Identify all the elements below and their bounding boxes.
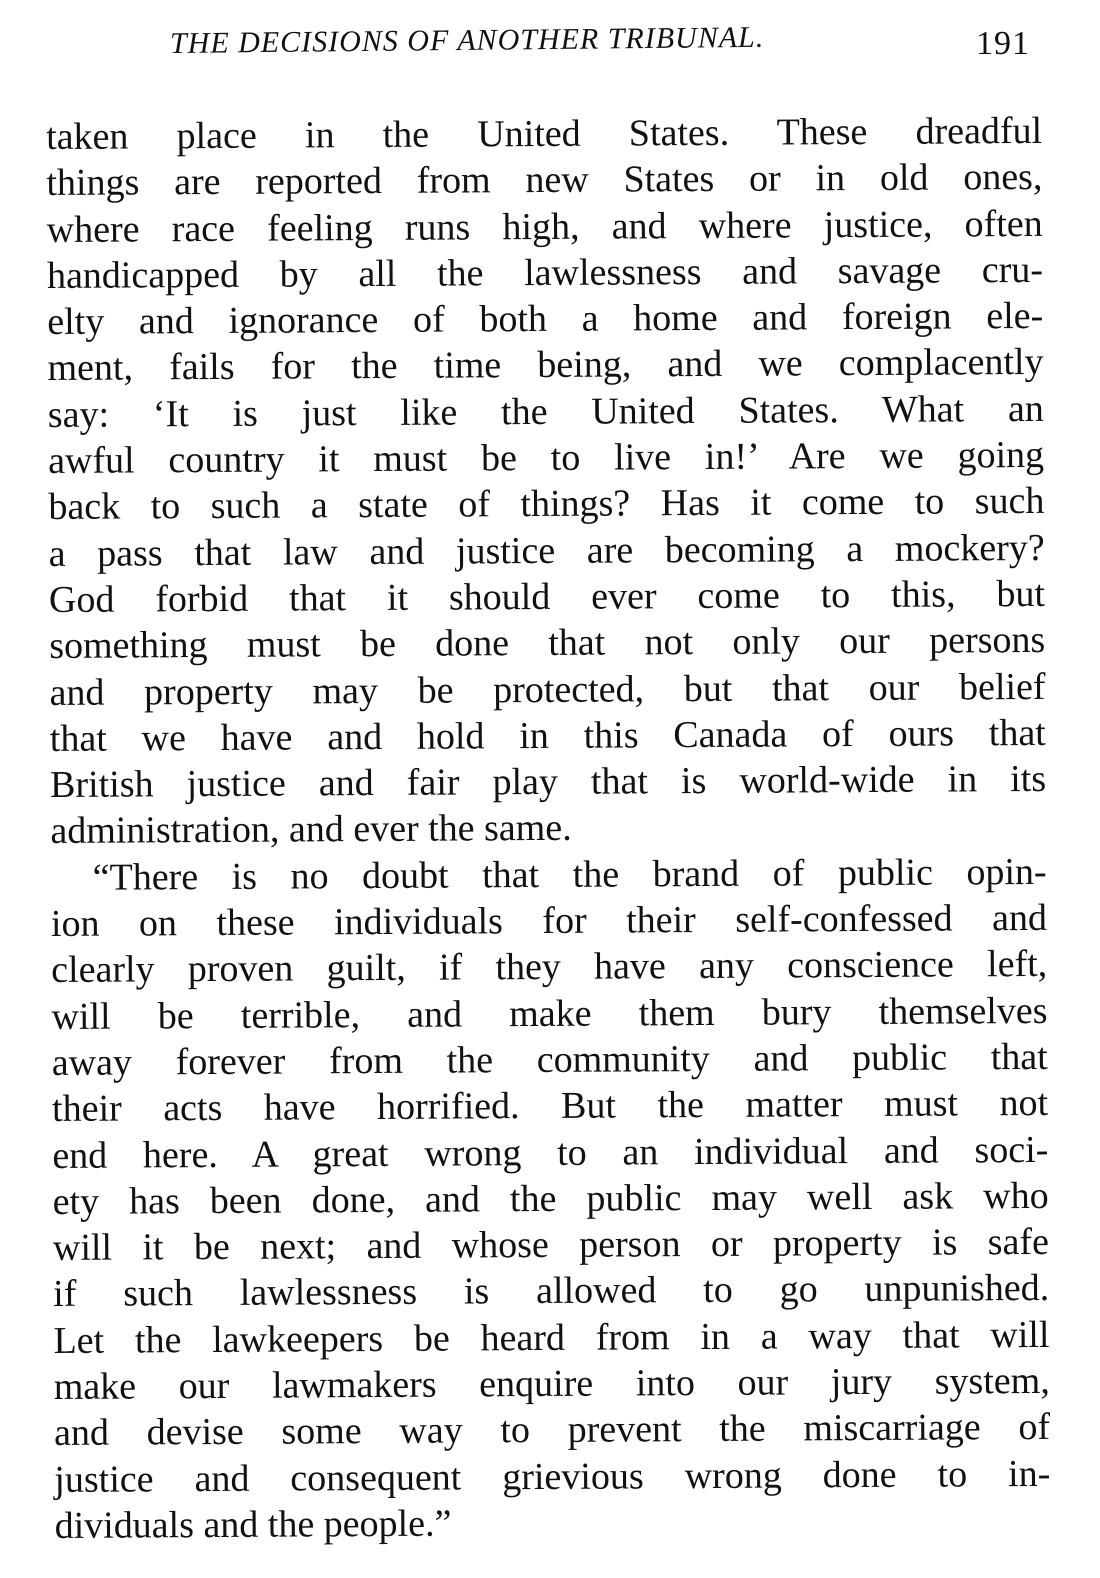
text-line: and property may be protected, but that our belief xyxy=(49,665,1046,714)
page-number: 191 xyxy=(976,25,1030,62)
text-line: where race feeling runs high, and where justice, often xyxy=(46,202,1043,251)
text-line: things are reported from new States or in old ones, xyxy=(46,156,1043,205)
text-line: make our lawmakers enquire into our jury system, xyxy=(53,1359,1050,1408)
text-line: God forbid that it should ever come to this, but xyxy=(48,572,1046,621)
body-text xyxy=(46,108,1051,1549)
text-line: ion on these individuals for their self-confessed and xyxy=(50,896,1048,946)
text-line: taken place in the United States. These dreadful xyxy=(46,109,1043,158)
text-line: back to such a state of things? Has it come to such xyxy=(48,480,1045,529)
text-line: justice and consequent grievious wrong done to in- xyxy=(54,1452,1051,1501)
text-line: that we have and hold in this Canada of ours that xyxy=(49,711,1046,760)
text-line: British justice and fair play that is world-wide in its xyxy=(49,758,1047,807)
text-line: administration, and ever the same. xyxy=(50,807,572,853)
text-line: a pass that law and justice are becoming a mockery? xyxy=(48,526,1045,575)
text-line: dividuals and the people.” xyxy=(54,1502,452,1547)
text-line: away forever from the community and public that xyxy=(51,1035,1048,1084)
text-line: awful country it must be to live in!’ Are we going xyxy=(47,433,1045,483)
running-head-title: THE DECISIONS OF ANOTHER TRIBUNAL. xyxy=(169,20,765,60)
text-line: and devise some way to prevent the miscarriage of xyxy=(53,1406,1051,1455)
text-line: clearly proven guilt, if they have any conscience left, xyxy=(51,943,1048,992)
text-line: end here. A great wrong to an individual and soci- xyxy=(52,1128,1049,1177)
text-line: their acts have horrified. But the matter must not xyxy=(51,1082,1049,1131)
text-line: will be terrible, and make them bury themselves xyxy=(51,989,1048,1038)
running-head xyxy=(170,22,1030,66)
text-line: Let the lawkeepers be heard from in a way that will xyxy=(53,1313,1050,1362)
text-line: handicapped by all the lawlessness and savage cru- xyxy=(46,248,1044,297)
text-line: ety has been done, and the public may well ask who xyxy=(52,1174,1049,1223)
text-line: something must be done that not only our persons xyxy=(49,619,1046,668)
text-line: say: ‘It is just like the United States. What an xyxy=(47,387,1044,436)
text-line: if such lawlessness is allowed to go unpunished. xyxy=(53,1267,1050,1316)
text-line: will it be next; and whose person or property is safe xyxy=(52,1221,1050,1270)
text-line: “There is no doubt that the brand of public opin- xyxy=(92,850,1047,899)
text-line: elty and ignorance of both a home and foreign ele- xyxy=(47,295,1044,344)
text-line: ment, fails for the time being, and we complacently xyxy=(47,341,1044,390)
